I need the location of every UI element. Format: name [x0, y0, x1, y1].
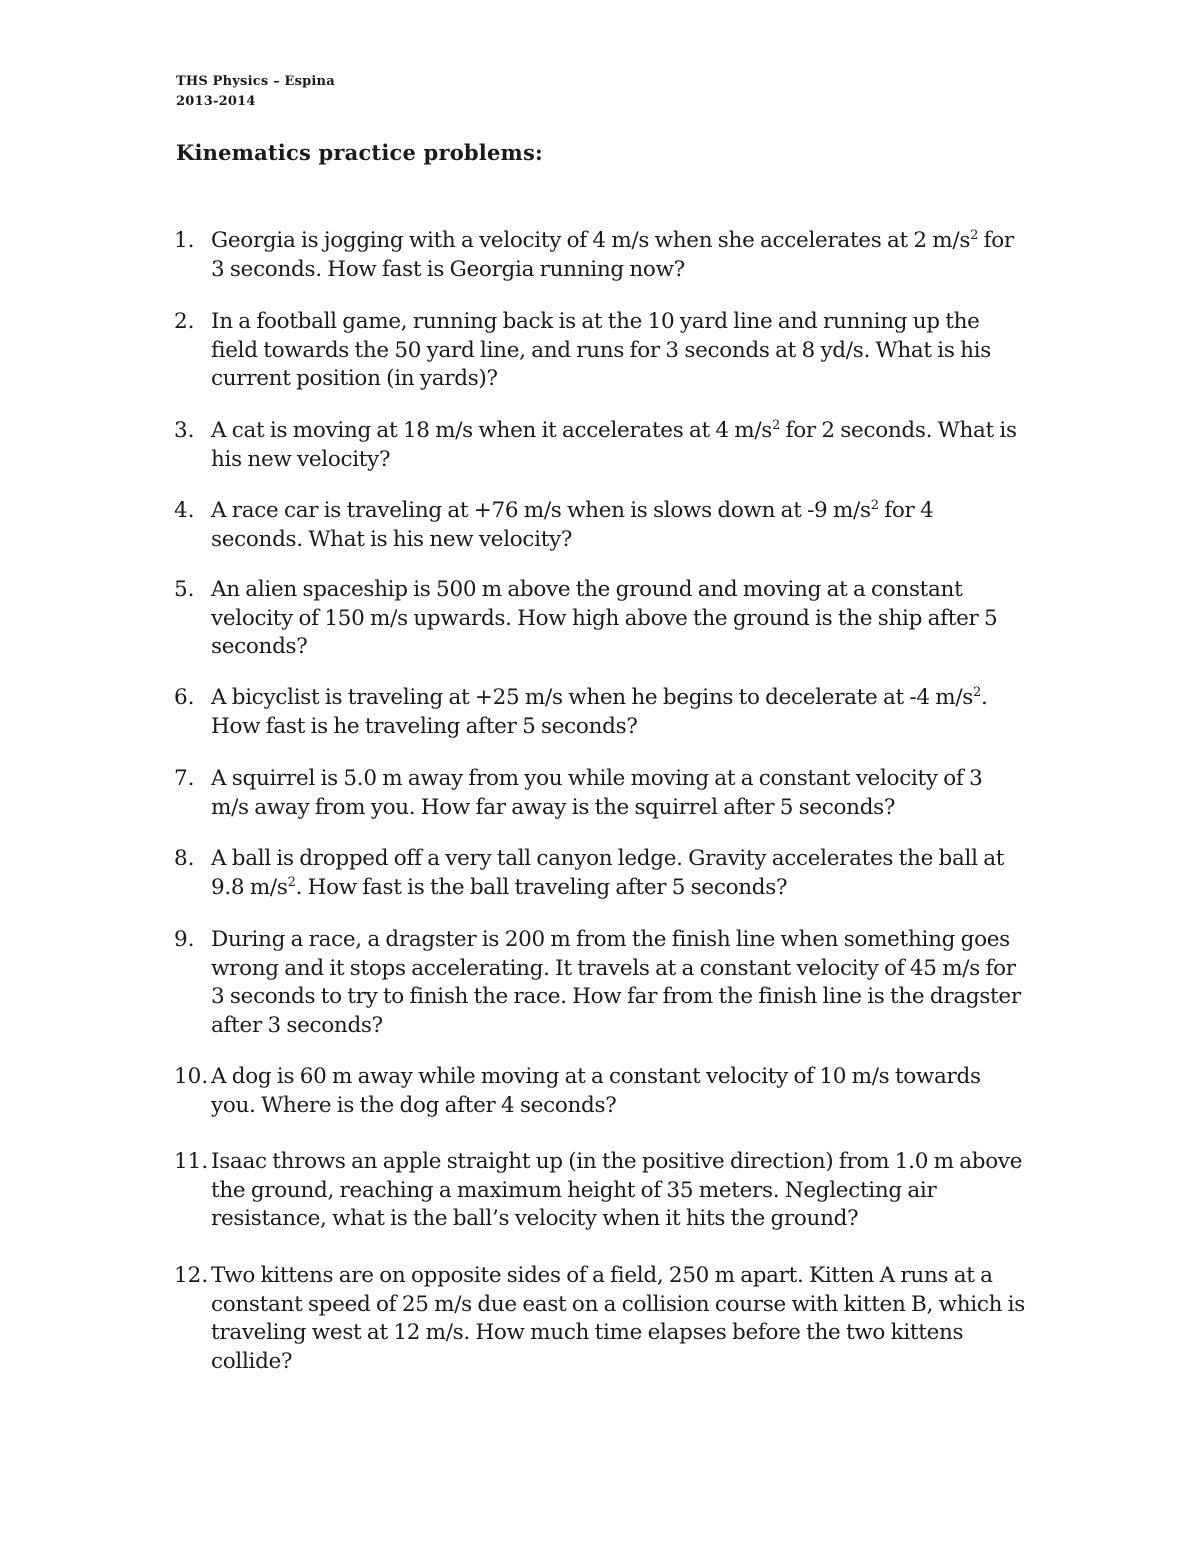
problem-text-line: [211, 1205, 1041, 1234]
problem-text-line: [211, 1063, 1041, 1092]
text-run: you. Where is the dog after 4 seconds?: [211, 1092, 617, 1118]
problem-text: [211, 308, 1041, 394]
text-run: for 4: [878, 498, 934, 523]
problem-text-line: [211, 1262, 1041, 1291]
problem-text-line: [211, 337, 1041, 366]
problem-number: 4.: [174, 498, 195, 523]
problem-text: [211, 765, 1041, 822]
text-run: constant speed of 25 m/s due east on a collision course with kitten B, which is: [211, 1291, 1025, 1317]
text-run: Georgia is jogging with a velocity of 4 m/s when she accelerates at 2 m/s: [211, 228, 971, 253]
text-run: A ball is dropped off a very tall canyon ledge. Gravity accelerates the ball at: [211, 846, 1005, 871]
text-run: velocity of 150 m/s upwards. How high above the ground is the ship after 5: [211, 605, 998, 631]
problem-text-line: [211, 446, 1041, 475]
text-run: seconds. What is his new velocity?: [211, 526, 573, 552]
problem-text-line: [211, 794, 1041, 823]
problem-text: [211, 845, 1041, 902]
problem-text-line: [211, 227, 1041, 256]
problem-number: 5.: [174, 577, 195, 602]
text-run: How fast is he traveling after 5 seconds?: [211, 713, 638, 739]
text-run: resistance, what is the ball’s velocity when it hits the ground?: [211, 1206, 859, 1231]
text-run: A dog is 60 m away while moving at a constant velocity of 10 m/s towards: [211, 1064, 981, 1089]
school-year: 2013-2014: [176, 94, 256, 109]
problem-text-line: [211, 684, 1041, 713]
text-run: A squirrel is 5.0 m away from you while moving at a constant velocity of 3: [211, 766, 983, 791]
text-run: his new velocity?: [211, 446, 391, 472]
problem-text-line: [211, 417, 1041, 446]
problem-text-line: [211, 765, 1041, 794]
exponent: 2: [870, 497, 879, 513]
text-run: Isaac throws an apple straight up (in the positive direction) from 1.0 m above: [211, 1149, 1023, 1174]
text-run: 9.8 m/s: [211, 874, 288, 900]
text-run: During a race, a dragster is 200 m from the finish line when something goes: [211, 927, 1010, 952]
problem-text-line: [211, 256, 1041, 285]
problem-number: 2.: [174, 309, 195, 334]
problem-number: 7.: [174, 766, 195, 791]
course-label: THS Physics – Espina: [176, 74, 335, 89]
problem-text-line: [211, 1092, 1041, 1121]
problem-number: 12.: [174, 1263, 209, 1288]
text-run: wrong and it stops accelerating. It travels at a constant velocity of 45 m/s for: [211, 955, 1016, 981]
text-run: collide?: [211, 1348, 293, 1374]
problem-number: 3.: [174, 418, 195, 443]
problem-text-line: [211, 605, 1041, 634]
problem-text-line: [211, 365, 1041, 394]
problem-text-line: [211, 874, 1041, 903]
text-run: the ground, reaching a maximum height of 35 meters. Neglecting air: [211, 1177, 937, 1203]
problem-text-line: [211, 955, 1041, 984]
text-run: current position (in yards)?: [211, 366, 498, 391]
problem-text-line: [211, 633, 1041, 662]
text-run: field towards the 50 yard line, and runs for 3 seconds at 8 yd/s. What is his: [211, 337, 991, 363]
problem-text: [211, 1063, 1041, 1120]
problem-number: 6.: [174, 685, 195, 710]
problem-text-line: [211, 1319, 1041, 1348]
problem-text-line: [211, 1012, 1041, 1041]
text-run: . How fast is the ball traveling after 5 seconds?: [295, 874, 788, 900]
text-run: 3 seconds. How fast is Georgia running now?: [211, 256, 685, 282]
exponent: 2: [970, 227, 979, 243]
text-run: A bicyclist is traveling at +25 m/s when he begins to decelerate at -4 m/s: [211, 685, 974, 710]
problem-text-line: [211, 713, 1041, 742]
problem-number: 8.: [174, 846, 195, 871]
problem-text-line: [211, 1148, 1041, 1177]
problem-text-line: [211, 497, 1041, 526]
problem-text-line: [211, 308, 1041, 337]
problem-text: [211, 1148, 1041, 1234]
problem-text-line: [211, 983, 1041, 1012]
problem-text-line: [211, 1348, 1041, 1377]
problem-text-line: [211, 526, 1041, 555]
problem-text: [211, 926, 1041, 1040]
problem-number: 1.: [174, 228, 195, 253]
exponent: 2: [973, 684, 982, 700]
problem-number: 11.: [174, 1149, 209, 1174]
text-run: 3 seconds to try to finish the race. How far from the finish line is the dragster: [211, 984, 1021, 1009]
page-title: Kinematics practice problems:: [176, 140, 543, 165]
exponent: 2: [772, 417, 781, 433]
problem-text-line: [211, 1177, 1041, 1206]
text-run: seconds?: [211, 634, 308, 659]
problem-text-line: [211, 1291, 1041, 1320]
text-run: An alien spaceship is 500 m above the ground and moving at a constant: [211, 577, 963, 602]
text-run: A race car is traveling at +76 m/s when is slows down at -9 m/s: [211, 498, 871, 523]
problem-text: [211, 227, 1041, 284]
text-run: for: [978, 228, 1014, 253]
problem-text-line: [211, 845, 1041, 874]
text-run: for 2 seconds. What is: [780, 418, 1017, 443]
text-run: after 3 seconds?: [211, 1012, 383, 1038]
text-run: .: [981, 685, 988, 710]
text-run: traveling west at 12 m/s. How much time elapses before the two kittens: [211, 1320, 964, 1345]
problem-text: [211, 1262, 1041, 1376]
problem-text: [211, 576, 1041, 662]
problem-number: 9.: [174, 927, 195, 952]
text-run: m/s away from you. How far away is the squirrel after 5 seconds?: [211, 794, 896, 820]
problem-text: [211, 684, 1041, 741]
text-run: In a football game, running back is at the 10 yard line and running up the: [211, 309, 980, 334]
problem-text-line: [211, 576, 1041, 605]
problem-number: 10.: [174, 1064, 209, 1089]
problem-text: [211, 497, 1041, 554]
problem-text-line: [211, 926, 1041, 955]
text-run: Two kittens are on opposite sides of a field, 250 m apart. Kitten A runs at a: [211, 1263, 993, 1288]
exponent: 2: [287, 874, 296, 890]
problem-text: [211, 417, 1041, 474]
text-run: A cat is moving at 18 m/s when it accelerates at 4 m/s: [211, 418, 773, 443]
